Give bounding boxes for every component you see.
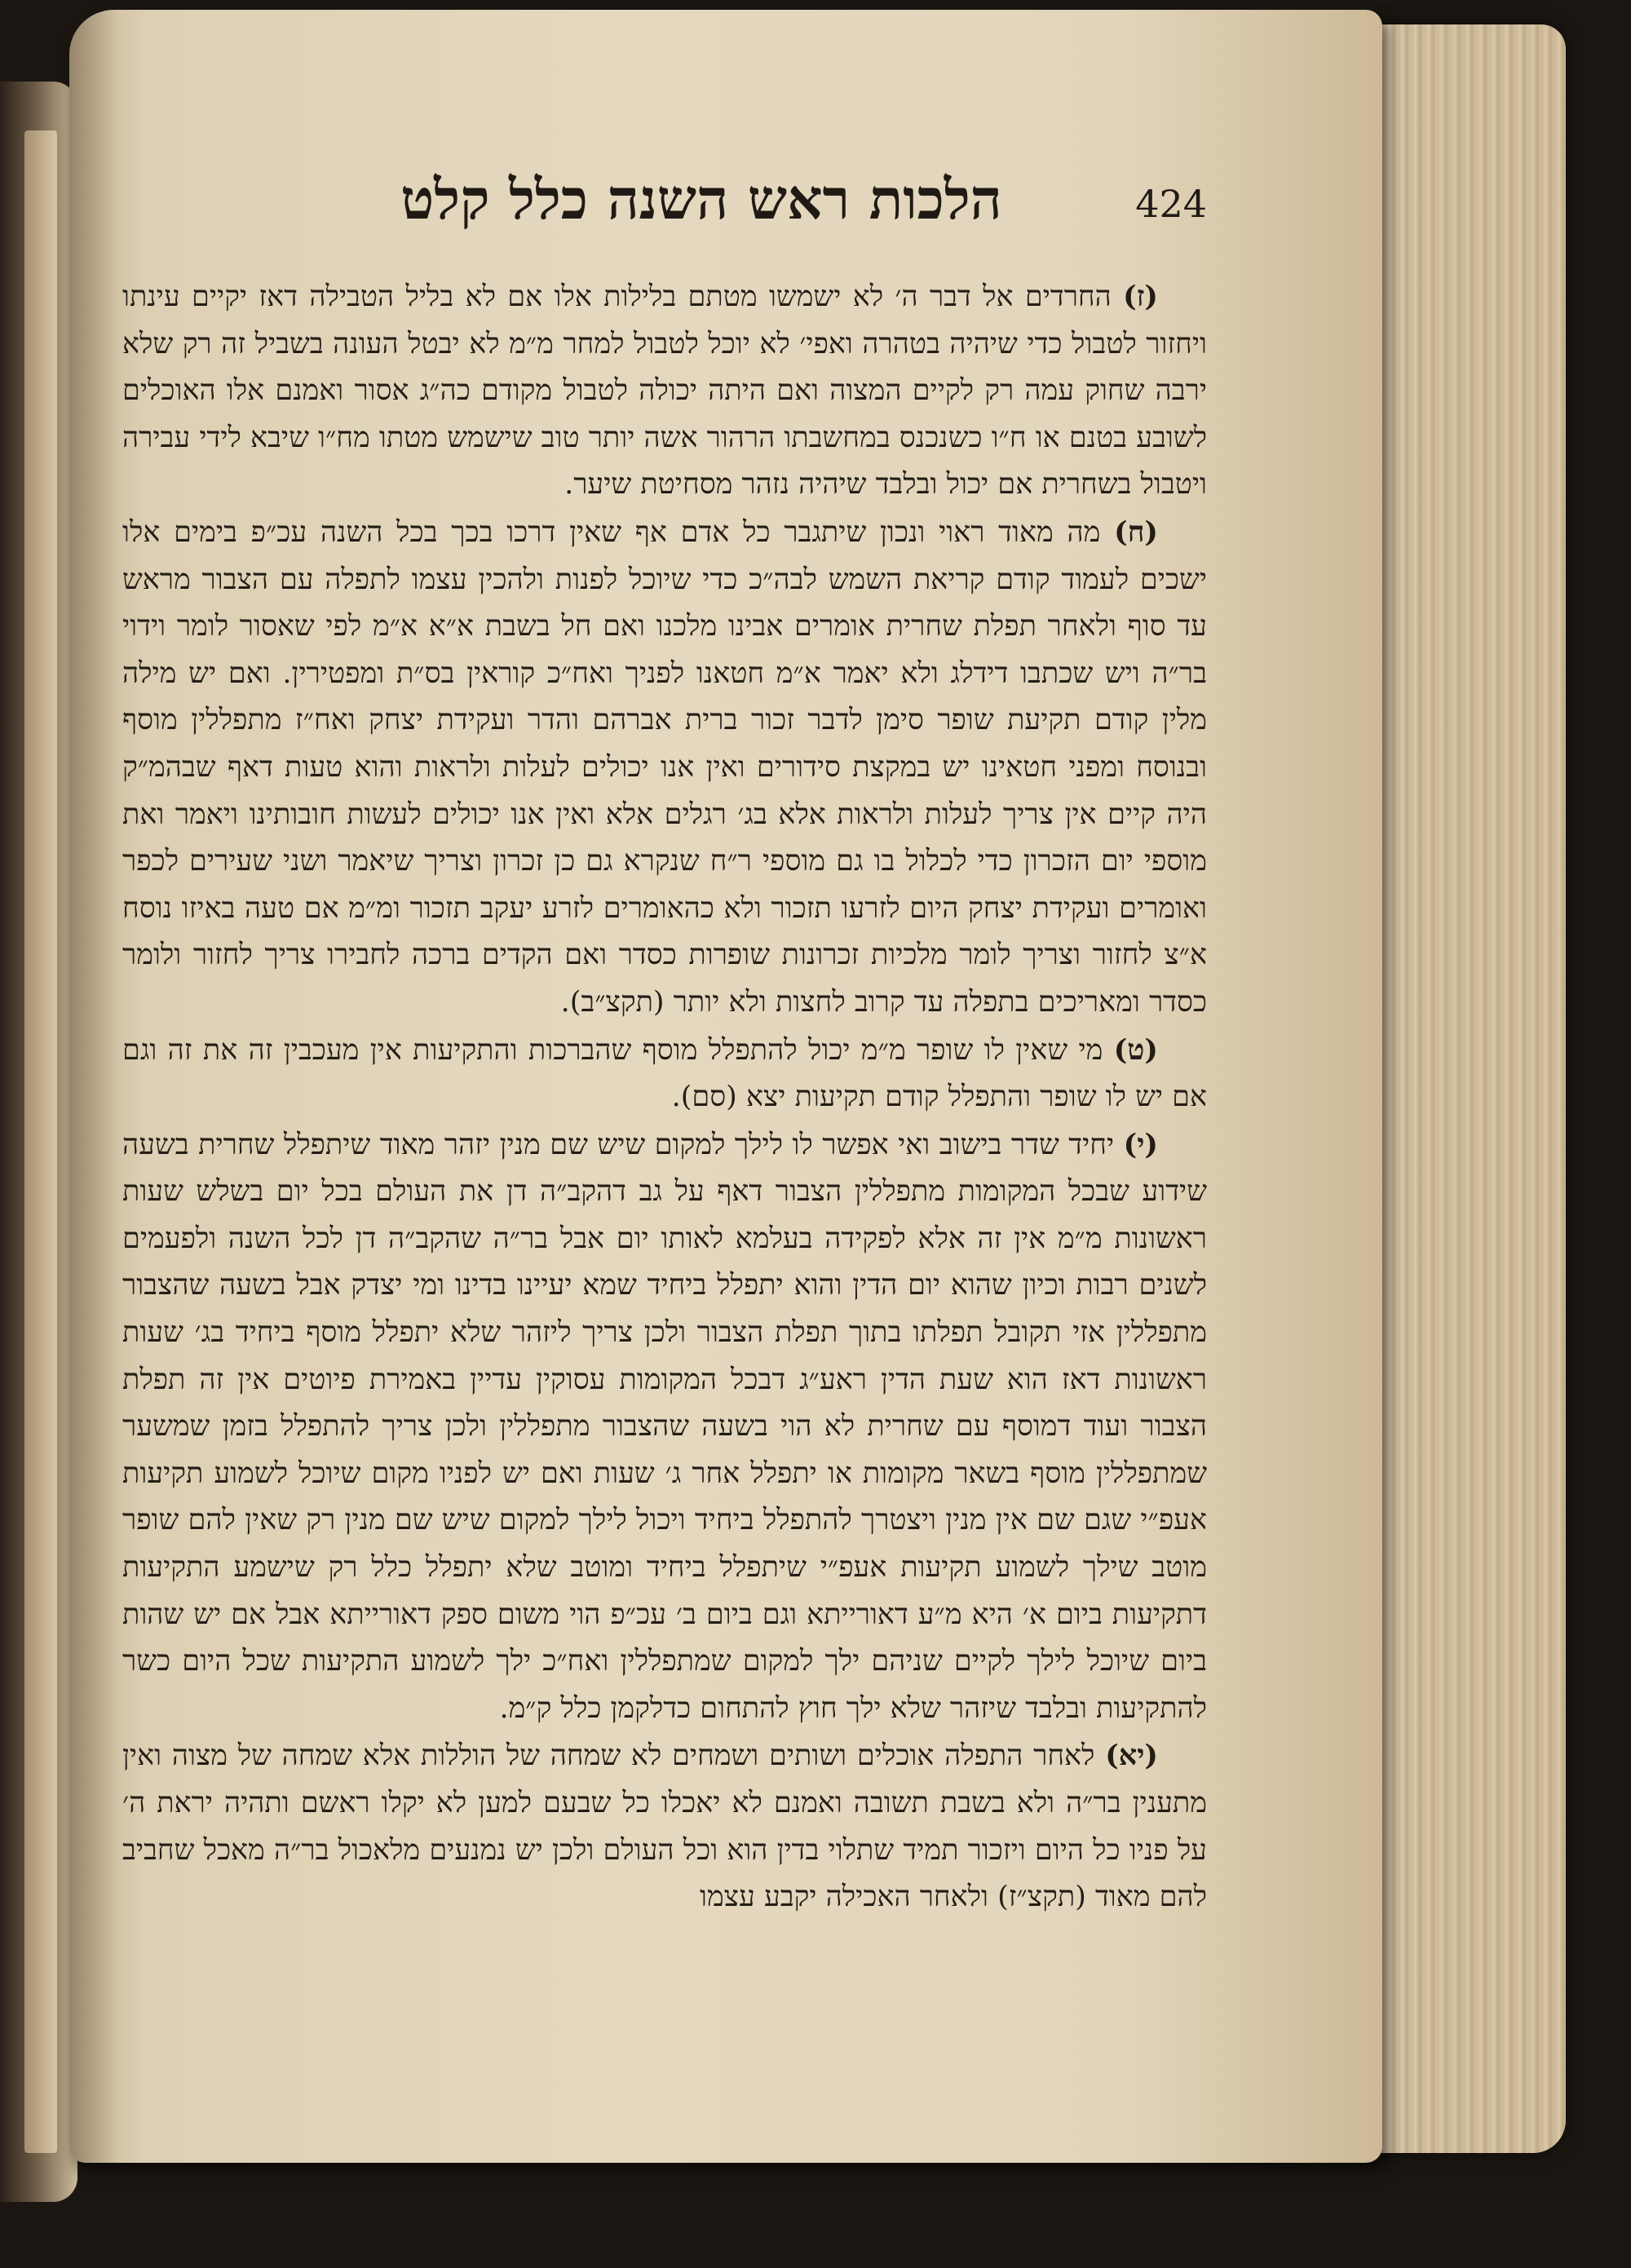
left-page-edge [0, 82, 77, 2202]
paragraph-text: החרדים אל דבר ה׳ לא ישמשו מטתם בלילות אלו אם לא בליל הטבילה דאז יקיים עינתו ויחזור לטבול כדי שיהיה בטהרה ואפי׳ לא יוכל לטבול למחר מ״מ לא יבטל העונה בשביל זה רק שלא ירבה שחוק עמה רק לקיים המצוה ואם היתה יכולה לטבול מקודם כה״ג אסור ואמנם אלו האוכלים לשובע בטנם או ח״ו כשנכנס במחשבתו הרהור אשה יותר טוב שישמש מטתו מח״ו שיבא לידי עבירה ויטבול בשחרית אם יכול ובלבד שיהיה נזהר מסחיטת שיער. [122, 281, 1207, 502]
body-text [122, 273, 1207, 1921]
paragraph-7 [122, 273, 1207, 509]
paragraph-10 [122, 1121, 1207, 1733]
page-header [122, 167, 1207, 257]
paragraph-8 [122, 509, 1207, 1027]
paragraph-text: מה מאוד ראוי ונכון שיתגבר כל אדם אף שאין דרכו בכך בכל השנה עכ״פ בימים אלו ישכים לעמוד קודם קריאת השמש לבה״כ כדי שיוכל לפנות ולהכין עצמו לתפלה עם הצבור מראש עד סוף ולאחר תפלת שחרית אומרים אבינו מלכנו ואם חל בשבת א״א א״מ לפי שאסור לומר וידוי בר״ה ויש שכתבו דידלג ולא יאמר א״מ חטאנו לפניך ואח״כ קוראין בס״ת ומפטירין. ואם יש מילה מלין קודם תקיעת שופר סימן לדבר זכור ברית אברהם והדר ועקידת יצחק ואח״ז מתפללין מוסף ובנוסח ומפני חטאינו יש במקצת סידורים ואין אנו יכולים לעלות ולראות והוא טעות דאף שבהמ״ק היה קיים אין צריך לעלות ולראות אלא בג׳ רגלים אלא ואין אנו יכולים לעשות חובותינו ויאמר ואת מוספי יום הזכרון כדי לכלול בו גם מוספי ר״ח שנקרא גם כן זכרון וצריך שיאמר ושני שעירים לכפר ואומרים ועקידת יצחק היום לזרעו תזכור ולא כהאומרים לזרע יעקב תזכור ומ״מ אם טעה באיזו נוסח א״צ לחזור וצריך לומר מלכיות זכרונות שופרות כסדר ואם הקדים ברכה לחבירו צריך לחזור ולומר כסדר ומאריכים בתפלה עד קרוב לחצות ולא יותר (תקצ״ב). [122, 515, 1207, 1019]
left-page-inner [24, 130, 57, 2153]
paragraph-label: (ז) [1123, 280, 1158, 313]
paragraph-9 [122, 1027, 1207, 1121]
paragraph-label: (יא) [1105, 1739, 1158, 1773]
running-title: הלכות ראש השנה כלל קלט [400, 167, 1002, 232]
page-number: 424 [1135, 182, 1207, 226]
paragraph-text: יחיד שדר בישוב ואי אפשר לו לילך למקום שיש שם מנין יזהר מאוד שיתפלל שחרית בשעה שידוע שבכל המקומות מתפללין הצבור דאף על גב דהקב״ה דן את העולם בכל יום בשלש שעות ראשונות מ״מ אין זה אלא לפקידה בעלמא לאותו יום אבל בר״ה שהקב״ה דן לכל השנה ולפעמים לשנים רבות וכיון שהוא יום הדין והוא יתפלל ביחיד שמא יעיינו בדינו ומי יצדק אבל בשעה שהצבור מתפללין אזי תקובל תפלתו בתוך תפלת הצבור ולכן צריך ליזהר שלא יתפלל מוסף ביחיד בג׳ שעות ראשונות דאז הוא שעת הדין ראע״ג דבכל המקומות עסוקין עדיין באמירת פיוטים אין זה תפלת הצבור ועוד דמוסף עם שחרית לא הוי בשעה שהצבור מתפללין ולכן צריך להתפלל בזמן שמשער שמתפללין מוסף בשאר מקומות או יתפלל אחר ג׳ שעות ואם יש לפניו מקום שיוכל לשמוע תקיעות אעפ״י שגם שם אין מנין ויצטרך להתפלל ביחיד ויכול לילך למקום שיש שם מנין רק שאין להם שופר מוטב שילך לשמוע תקיעות אעפ״י שיתפלל ביחיד ומוטב שלא יתפלל כלל רק שישמע התקיעות דתקיעות ביום א׳ היא מ״ע דאורייתא וגם ביום ב׳ עכ״פ הוי משום ספק דאורייתא אבל אם יש שהות ביום שיוכל לילך לקיים שניהם ילך למקום שמתפללין ואח״כ ילך לשמוע התקיעות שכל היום כשר להתקיעות ובלבד שיזהר שלא ילך חוץ להתחום כדלקמן כלל ק״מ. [122, 1128, 1207, 1725]
paragraph-label: (ט) [1113, 1032, 1158, 1067]
paragraph-label: (י) [1123, 1127, 1158, 1161]
paragraph-text: לאחר התפלה אוכלים ושותים ושמחים לא שמחה של הוללות אלא שמחה של מצוה ואין מתענין בר״ה ולא בשבת תשובה ואמנם לא יאכלו כל שבעם למען לא יקלו ראשם ותהיה יראת ה׳ על פניו כל היום ויזכור תמיד שתלוי בדין הוא וכל העולם ולכן יש נמנעים מלאכול בר״ה מאכל שחביב להם מאוד (תקצ״ז) ולאחר האכילה יקבע עצמו [122, 1740, 1207, 1914]
paragraph-11 [122, 1732, 1207, 1921]
paragraph-text: מי שאין לו שופר מ״מ יכול להתפלל מוסף שהברכות והתקיעות אין מעכבין זה את זה וגם אם יש לו שופר והתפלל קודם תקיעות יצא (סם). [122, 1033, 1207, 1114]
paragraph-label: (ח) [1114, 515, 1158, 549]
